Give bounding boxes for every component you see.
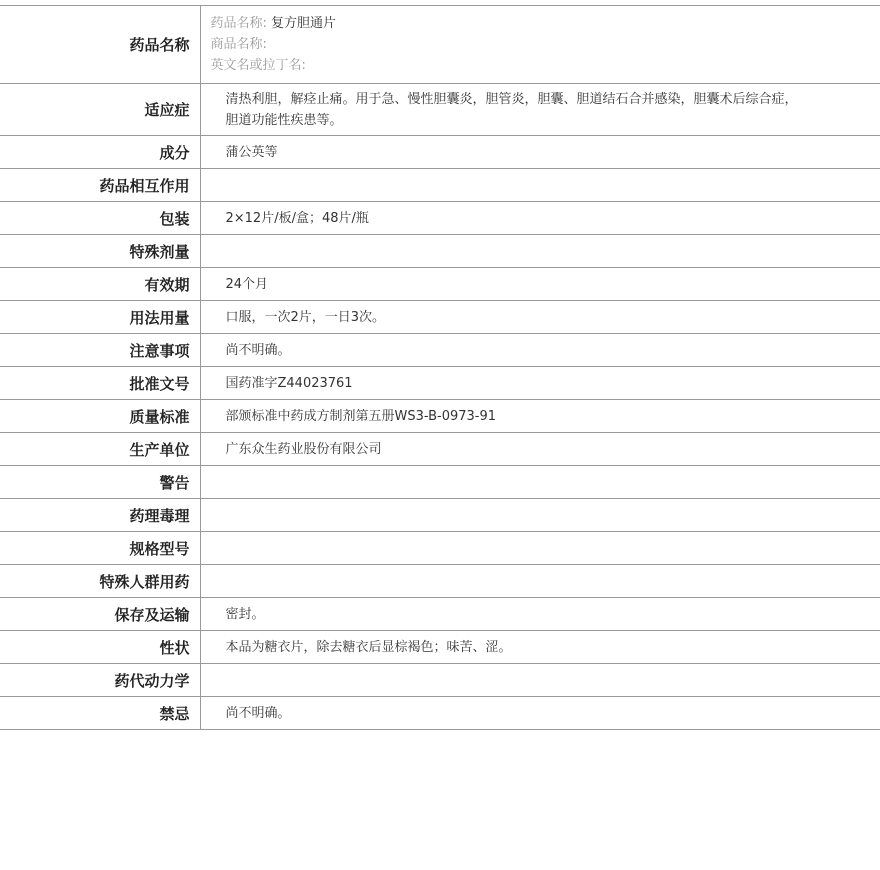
row-value — [200, 565, 880, 598]
row-value: 尚不明确。 — [200, 697, 880, 730]
row-special-populations — [0, 565, 880, 598]
row-storage — [0, 598, 880, 631]
row-label: 适应症 — [0, 84, 200, 136]
row-pharmacology — [0, 499, 880, 532]
generic-name-value: 复方胆通片 — [271, 16, 337, 31]
row-label: 特殊人群用药 — [0, 565, 200, 598]
row-value: 广东众生药业股份有限公司 — [200, 433, 880, 466]
row-value — [200, 169, 880, 202]
row-label: 批准文号 — [0, 367, 200, 400]
row-value: 蒲公英等 — [200, 136, 880, 169]
row-value: 本品为糖衣片，除去糖衣后显棕褐色；味苦、涩。 — [200, 631, 880, 664]
row-value: 2×12片/板/盒；48片/瓶 — [200, 202, 880, 235]
row-label: 特殊剂量 — [0, 235, 200, 268]
row-label: 注意事项 — [0, 334, 200, 367]
trade-name-line — [211, 34, 801, 55]
row-label: 有效期 — [0, 268, 200, 301]
row-value: 尚不明确。 — [200, 334, 880, 367]
row-drug-name — [0, 6, 880, 84]
row-usage-dosage — [0, 301, 880, 334]
english-name-line — [211, 55, 801, 76]
drug-name-cell — [200, 6, 880, 84]
row-value — [200, 235, 880, 268]
row-precautions — [0, 334, 880, 367]
trade-name-key: 商品名称: — [210, 37, 267, 52]
row-special-dosage — [0, 235, 880, 268]
row-value: 24个月 — [200, 268, 880, 301]
row-specification — [0, 532, 880, 565]
row-pharmacokinetics — [0, 664, 880, 697]
row-label: 药品相互作用 — [0, 169, 200, 202]
row-indications — [0, 84, 880, 136]
row-value — [200, 532, 880, 565]
row-label: 生产单位 — [0, 433, 200, 466]
row-label: 禁忌 — [0, 697, 200, 730]
row-label: 质量标准 — [0, 400, 200, 433]
row-value: 清热利胆，解痉止痛。用于急、慢性胆囊炎，胆管炎，胆囊、胆道结石合并感染，胆囊术后综合症，胆道功能性疾患等。 — [200, 84, 880, 136]
row-packaging — [0, 202, 880, 235]
row-description — [0, 631, 880, 664]
row-value: 国药准字Z44023761 — [200, 367, 880, 400]
row-label: 保存及运输 — [0, 598, 200, 631]
row-manufacturer — [0, 433, 880, 466]
row-approval-number — [0, 367, 880, 400]
row-value — [200, 499, 880, 532]
english-name-key: 英文名或拉丁名: — [210, 58, 306, 73]
row-value — [200, 664, 880, 697]
row-contraindications — [0, 697, 880, 730]
drug-info-table — [0, 5, 880, 730]
row-label: 用法用量 — [0, 301, 200, 334]
row-label: 规格型号 — [0, 532, 200, 565]
row-label: 药品名称 — [0, 6, 200, 84]
row-label: 包装 — [0, 202, 200, 235]
row-value — [200, 466, 880, 499]
row-shelf-life — [0, 268, 880, 301]
row-label: 成分 — [0, 136, 200, 169]
row-interactions — [0, 169, 880, 202]
row-label: 药理毒理 — [0, 499, 200, 532]
row-label: 药代动力学 — [0, 664, 200, 697]
generic-name-key: 药品名称: — [210, 16, 267, 31]
row-value: 密封。 — [200, 598, 880, 631]
row-value: 口服，一次2片，一日3次。 — [200, 301, 880, 334]
row-value: 部颁标准中药成方制剂第五册WS3-B-0973-91 — [200, 400, 880, 433]
row-quality-standard — [0, 400, 880, 433]
row-label: 警告 — [0, 466, 200, 499]
generic-name-line — [211, 13, 801, 34]
row-ingredients — [0, 136, 880, 169]
row-warning — [0, 466, 880, 499]
row-label: 性状 — [0, 631, 200, 664]
